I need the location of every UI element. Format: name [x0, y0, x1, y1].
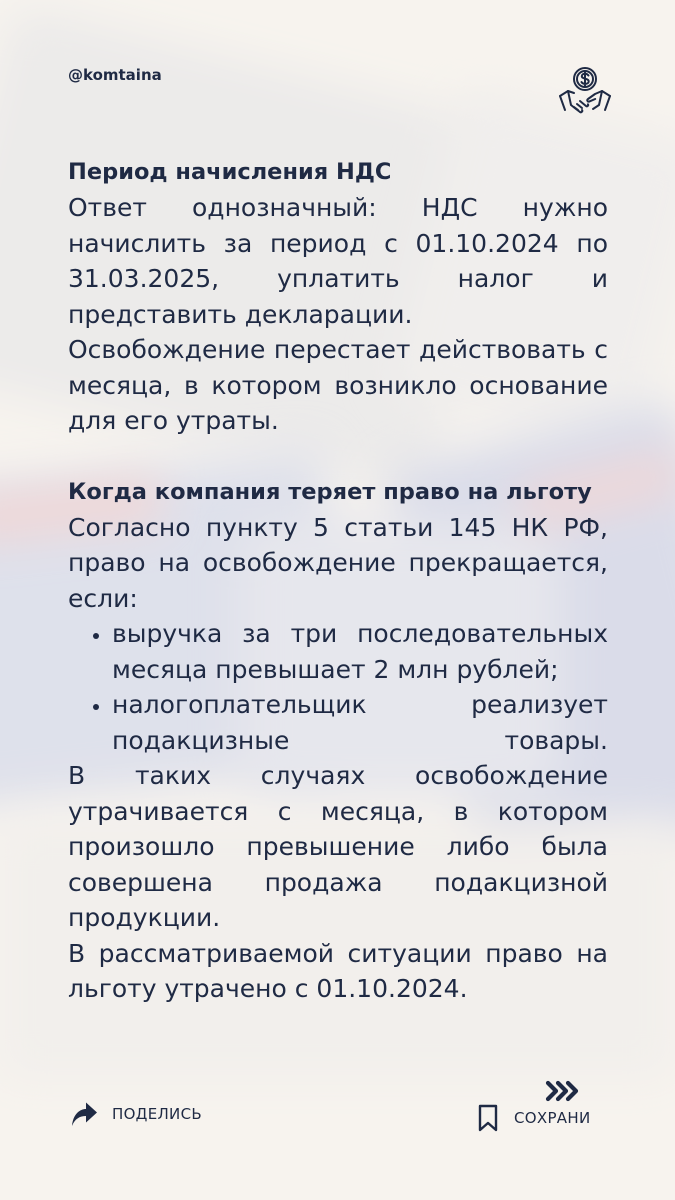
- list-item: • налогоплательщик реализует подакцизные товары.: [112, 687, 608, 758]
- save-button[interactable]: [478, 1104, 590, 1132]
- paragraph: Согласно пункту 5 статьи 145 НК РФ, право на освобождение прекращается, если:: [68, 512, 608, 613]
- triple-chevron-right-icon[interactable]: [544, 1078, 582, 1104]
- share-button[interactable]: [70, 1101, 202, 1127]
- paragraph: Ответ однозначный: НДС нужно начислить за период с 01.10.2024 по 31.03.2025, уплатить налог и представить декларации.: [68, 193, 608, 329]
- conditions-list: [68, 616, 608, 758]
- share-arrow-icon: [70, 1101, 98, 1127]
- paragraph: Освобождение перестает действовать с месяца, в котором возникло основание для его утраты.: [68, 335, 608, 435]
- paragraph: В таких случаях освобождение утрачивается с месяца, в котором произошло превышение либо была совершена продажа подакцизной продукции.: [68, 761, 608, 932]
- section-title-losing-benefit: Когда компания теряет право на льготу: [68, 478, 592, 505]
- paragraph: В рассматриваемой ситуации право на льготу утрачено с 01.10.2024.: [68, 938, 608, 1003]
- article-body: [68, 154, 608, 1007]
- section-title-vat-period: Период начисления НДС: [68, 159, 392, 185]
- bookmark-icon: [478, 1104, 498, 1132]
- author-handle[interactable]: @komtaina: [68, 66, 162, 84]
- money-handshake-icon: [558, 66, 612, 116]
- save-label: СОХРАНИ: [514, 1109, 591, 1127]
- share-label: ПОДЕЛИСЬ: [112, 1105, 202, 1123]
- list-item: • выручка за три последовательных месяца превышает 2 млн рублей;: [112, 616, 608, 687]
